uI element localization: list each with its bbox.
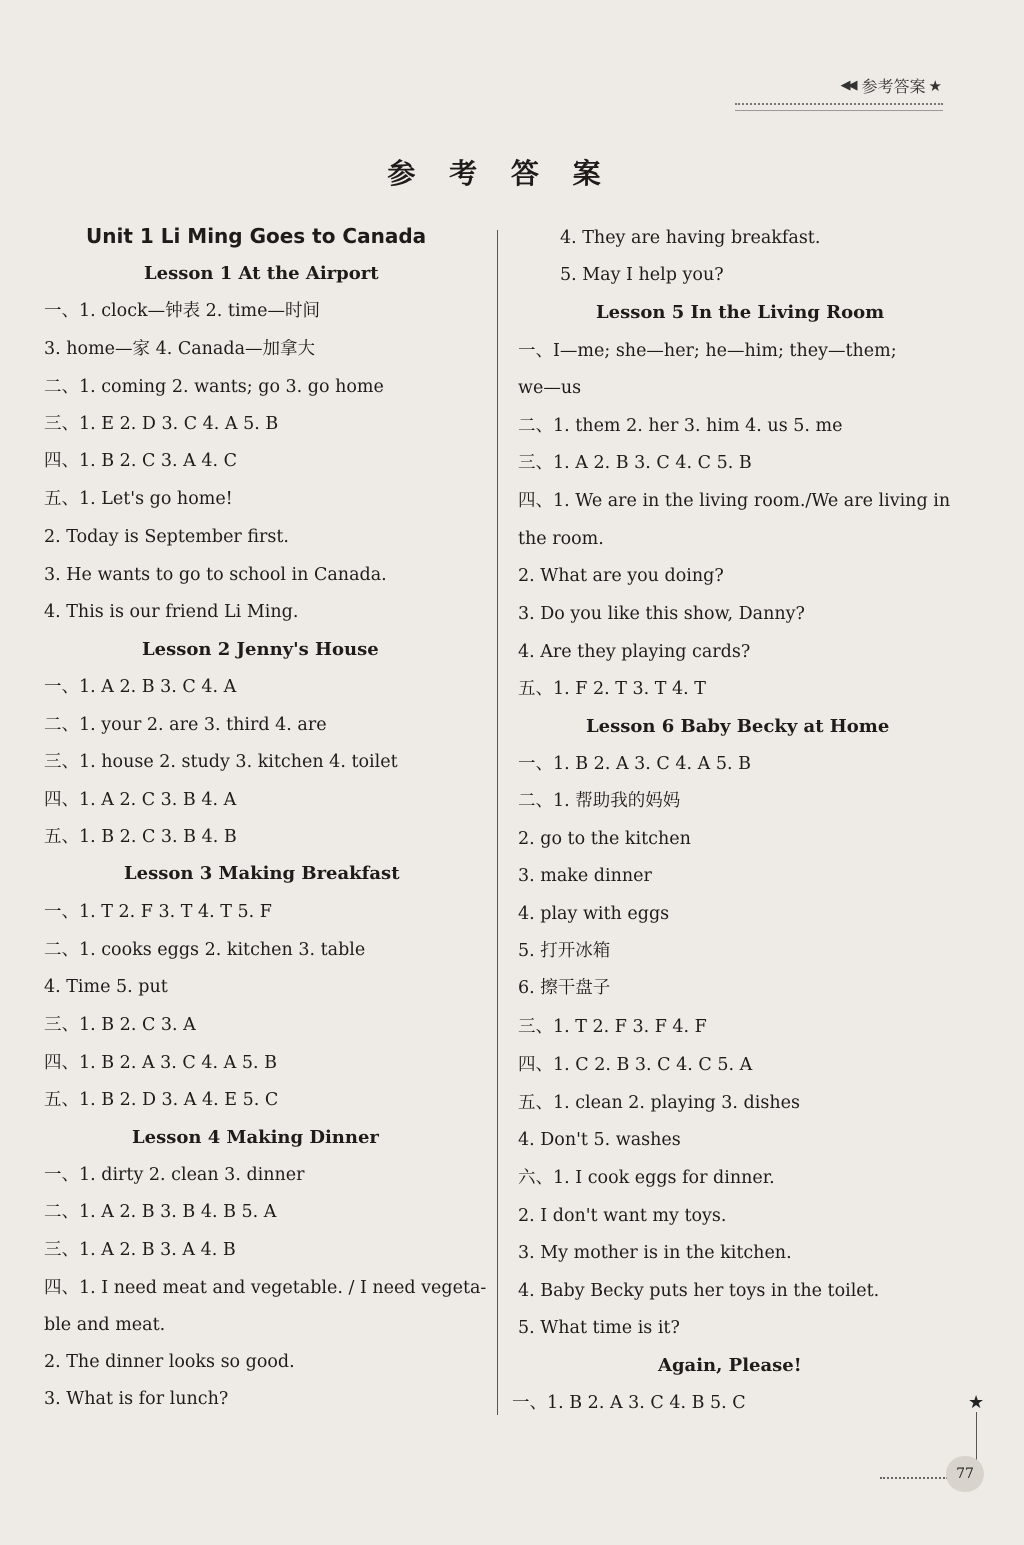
answer-line: 一、1. T 2. F 3. T 4. T 5. F: [44, 902, 272, 922]
lesson-1-title: Lesson 1 At the Airport: [144, 263, 379, 284]
answer-line: 二、1. them 2. her 3. him 4. us 5. me: [518, 416, 843, 436]
answer-line: 4. They are having breakfast.: [560, 228, 821, 248]
lesson-2-title: Lesson 2 Jenny's House: [142, 639, 379, 660]
answer-line: the room.: [518, 529, 604, 549]
answer-line: 三、1. A 2. B 3. A 4. B: [44, 1240, 236, 1260]
header-dotted-rule: [735, 103, 943, 105]
answer-line: 五、1. Let's go home!: [44, 489, 233, 509]
answer-line: 一、1. B 2. A 3. C 4. A 5. B: [518, 754, 751, 774]
answer-line: 二、1. A 2. B 3. B 4. B 5. A: [44, 1202, 277, 1222]
answer-line: 一、1. dirty 2. clean 3. dinner: [44, 1165, 305, 1185]
answer-line: 5. 打开冰箱: [518, 941, 611, 961]
answer-line: 二、1. 帮助我的妈妈: [518, 791, 681, 811]
answer-line: 三、1. B 2. C 3. A: [44, 1015, 196, 1035]
answer-line: 4. This is our friend Li Ming.: [44, 602, 299, 622]
answer-line: 四、1. We are in the living room./We are living in: [518, 491, 951, 511]
answer-line: 6. 擦干盘子: [518, 978, 611, 998]
star-icon: ★: [968, 1392, 985, 1413]
answer-line: 3. My mother is in the kitchen.: [518, 1243, 792, 1263]
header-rule: [735, 110, 943, 111]
lesson-3-title: Lesson 3 Making Breakfast: [124, 863, 400, 884]
answer-line: 一、1. A 2. B 3. C 4. A: [44, 677, 237, 697]
answer-line: 一、1. B 2. A 3. C 4. B 5. C: [512, 1393, 746, 1413]
answer-line: 二、1. coming 2. wants; go 3. go home: [44, 377, 384, 397]
answer-line: ble and meat.: [44, 1315, 166, 1335]
double-arrow-icon: ◀◀: [840, 78, 855, 93]
answer-line: 一、1. clock—钟表 2. time—时间: [44, 301, 321, 321]
header-tag-label: 参考答案: [861, 77, 926, 96]
column-divider: [497, 230, 498, 1415]
answer-line: 2. go to the kitchen: [518, 829, 691, 849]
answer-line: 一、I—me; she—her; he—him; they—them;: [518, 341, 897, 361]
answer-line: 4. play with eggs: [518, 904, 670, 924]
answer-line: 四、1. B 2. A 3. C 4. A 5. B: [44, 1053, 277, 1073]
answer-line: 3. make dinner: [518, 866, 652, 886]
answer-line: 2. Today is September first.: [44, 527, 289, 547]
answer-line: 四、1. C 2. B 3. C 4. C 5. A: [518, 1055, 753, 1075]
answer-line: 4. Time 5. put: [44, 977, 168, 997]
answer-line: 4. Baby Becky puts her toys in the toilet.: [518, 1281, 880, 1301]
answer-line: 5. What time is it?: [518, 1318, 680, 1338]
answer-line: 三、1. house 2. study 3. kitchen 4. toilet: [44, 752, 398, 772]
page-number: 77: [946, 1456, 984, 1492]
answer-line: 五、1. clean 2. playing 3. dishes: [518, 1093, 800, 1113]
answer-line: 4. Don't 5. washes: [518, 1130, 681, 1150]
answer-line: 3. home—家 4. Canada—加拿大: [44, 339, 316, 359]
answer-line: 五、1. F 2. T 3. T 4. T: [518, 679, 706, 699]
footer-dotted-rule: [880, 1477, 948, 1479]
answer-line: 5. May I help you?: [560, 265, 724, 285]
answer-line: 3. Do you like this show, Danny?: [518, 604, 805, 624]
header-tag: [841, 74, 942, 97]
answer-line: 六、1. I cook eggs for dinner.: [518, 1168, 775, 1188]
answer-line: we—us: [518, 378, 582, 398]
lesson-5-title: Lesson 5 In the Living Room: [596, 302, 885, 323]
answer-line: 三、1. E 2. D 3. C 4. A 5. B: [44, 414, 279, 434]
lesson-6-title: Lesson 6 Baby Becky at Home: [586, 716, 890, 737]
answer-line: 2. What are you doing?: [518, 566, 724, 586]
answer-line: 3. He wants to go to school in Canada.: [44, 565, 387, 585]
answer-line: 二、1. your 2. are 3. third 4. are: [44, 715, 327, 735]
answer-line: 4. Are they playing cards?: [518, 642, 751, 662]
answer-line: 2. The dinner looks so good.: [44, 1352, 295, 1372]
lesson-4-title: Lesson 4 Making Dinner: [132, 1127, 379, 1148]
star-icon: ★: [928, 76, 942, 95]
answer-line: 三、1. A 2. B 3. C 4. C 5. B: [518, 453, 752, 473]
unit-title: Unit 1 Li Ming Goes to Canada: [86, 224, 427, 248]
again-please-title: Again, Please!: [658, 1355, 802, 1376]
footer-vertical-rule: [976, 1412, 977, 1460]
answer-line: 四、1. I need meat and vegetable. / I need vegeta-: [44, 1278, 487, 1298]
answer-line: 四、1. A 2. C 3. B 4. A: [44, 790, 237, 810]
answer-line: 五、1. B 2. D 3. A 4. E 5. C: [44, 1090, 279, 1110]
page-title: 参 考 答 案: [387, 157, 613, 190]
answer-line: 3. What is for lunch?: [44, 1389, 229, 1409]
answer-line: 2. I don't want my toys.: [518, 1206, 727, 1226]
answer-line: 二、1. cooks eggs 2. kitchen 3. table: [44, 940, 366, 960]
answer-line: 三、1. T 2. F 3. F 4. F: [518, 1017, 707, 1037]
answer-line: 五、1. B 2. C 3. B 4. B: [44, 827, 237, 847]
answer-line: 四、1. B 2. C 3. A 4. C: [44, 451, 238, 471]
